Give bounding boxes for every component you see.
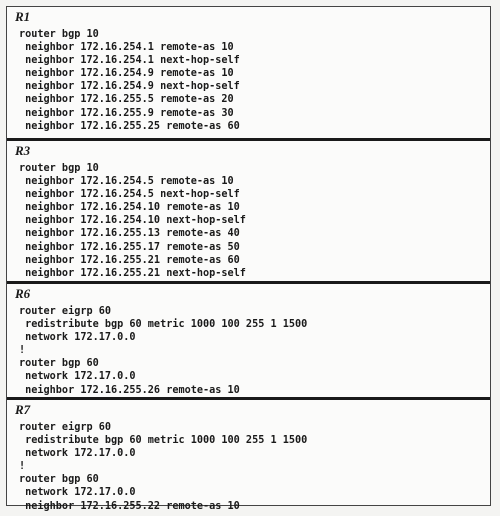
config-line: redistribute bgp 60 metric 1000 100 255 1 1500 [19,435,308,447]
config-line: ! [19,345,26,357]
config-line: neighbor 172.16.254.10 remote-as 10 [19,202,240,214]
config-line: neighbor 172.16.255.17 remote-as 50 [19,241,240,253]
section-title: R1 [15,9,31,24]
section-r1 [7,7,490,138]
section-title: R3 [15,143,31,158]
config-document [6,6,491,512]
config-line: neighbor 172.16.254.9 remote-as 10 [19,68,234,80]
config-line: neighbor 172.16.255.21 remote-as 60 [19,254,240,266]
config-line: redistribute bgp 60 metric 1000 100 255 1 1500 [19,319,308,331]
config-line: neighbor 172.16.254.5 remote-as 10 [19,176,234,188]
section-title: R7 [15,402,31,417]
config-listing [19,162,246,280]
config-line: network 172.17.0.0 [19,371,136,383]
config-line: router bgp 10 [19,29,99,40]
config-line: network 172.17.0.0 [19,448,136,460]
section-r3 [7,138,490,281]
section-r7 [7,397,490,512]
config-line: neighbor 172.16.255.22 remote-as 10 [19,500,240,512]
config-line: neighbor 172.16.254.5 next-hop-self [19,189,240,201]
config-line: network 172.17.0.0 [19,332,136,344]
config-line: neighbor 172.16.255.25 remote-as 60 [19,120,240,132]
config-line: neighbor 172.16.255.26 remote-as 10 [19,384,240,396]
config-listing [19,28,240,133]
config-line: neighbor 172.16.255.9 remote-as 30 [19,107,234,119]
config-line: router bgp 60 [19,358,99,370]
config-line: neighbor 172.16.254.1 remote-as 10 [19,42,234,54]
config-line: neighbor 172.16.254.9 next-hop-self [19,81,240,93]
config-line: ! [19,461,26,473]
config-line: router eigrp 60 [19,422,112,433]
config-line: neighbor 172.16.255.21 next-hop-self [19,267,246,279]
config-line: network 172.17.0.0 [19,487,136,499]
config-line: router bgp 10 [19,163,99,174]
config-line: neighbor 172.16.255.13 remote-as 40 [19,228,240,240]
section-title: R6 [15,286,31,301]
config-listing [19,305,307,397]
config-listing [19,421,307,513]
section-r6 [7,281,490,397]
config-line: neighbor 172.16.254.10 next-hop-self [19,215,246,227]
config-line: router bgp 60 [19,474,99,486]
config-line: neighbor 172.16.255.5 remote-as 20 [19,94,234,106]
config-line: neighbor 172.16.254.1 next-hop-self [19,55,240,67]
config-line: router eigrp 60 [19,306,112,317]
